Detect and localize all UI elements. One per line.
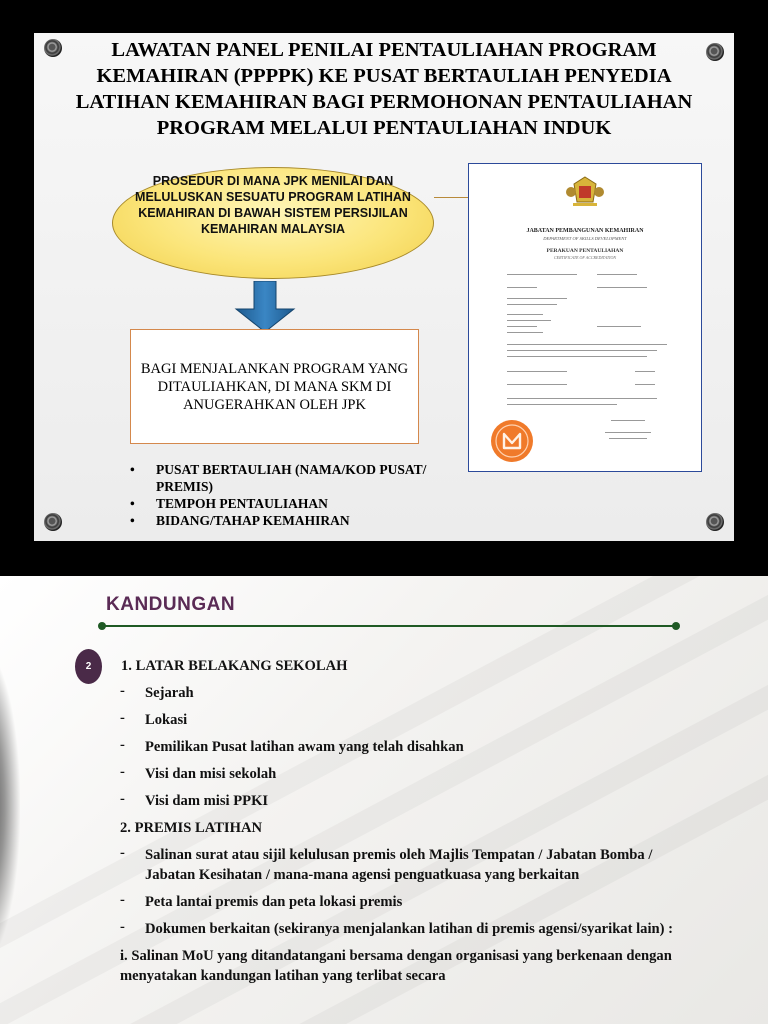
procedure-ellipse-text: PROSEDUR DI MANA JPK MENILAI DAN MELULUSKAN SESUATU PROGRAM LATIHAN KEMAHIRAN DI BAWAH SISTEM PERSIJILAN KEMAHIRAN MALAYSIA (135, 174, 411, 236)
dash-icon: - (120, 737, 125, 753)
bullet-icon: • (130, 496, 135, 511)
list-item: • PUSAT BERTAULIAH (NAMA/KOD PUSAT/ PREMIS) (130, 462, 427, 494)
text-line (507, 344, 667, 345)
text-line (507, 398, 657, 399)
text-line (635, 371, 655, 372)
certificate-heading: JABATAN PEMBANGUNAN KEMAHIRAN (526, 228, 644, 234)
screw-icon (706, 513, 724, 531)
dash-icon: - (120, 845, 125, 861)
text-line (507, 356, 647, 357)
certificate-title: PERAKUAN PENTAULIAHAN (546, 248, 624, 254)
text-line (507, 287, 537, 288)
program-box-text: BAGI MENJALANKAN PROGRAM YANG DITAULIAHKAN, DI MANA SKM DI ANUGERAHKAN OLEH JPK (140, 360, 409, 413)
text-line (597, 274, 637, 275)
dash-icon: - (120, 892, 125, 908)
list-item: - Peta lantai premis dan peta lokasi premis (120, 892, 403, 910)
text-line (507, 404, 617, 405)
text-line (507, 320, 551, 321)
crest-icon (565, 174, 605, 208)
section-heading: 2. PREMIS LATIHAN (120, 820, 263, 836)
text-line (597, 287, 647, 288)
slide-2-title: KANDUNGAN (106, 594, 236, 615)
list-item: - Visi dan misi sekolah (120, 764, 277, 782)
list-item: - Visi dam misi PPKI (120, 791, 269, 809)
list-item: - Pemilikan Pusat latihan awam yang telah disahkan (120, 737, 464, 755)
text-line (507, 384, 567, 385)
text-line (605, 432, 651, 433)
text-line (507, 274, 577, 275)
certificate-subheading: DEPARTMENT OF SKILLS DEVELOPMENT (543, 236, 627, 241)
certificate-subtitle: CERTIFICATE OF ACCREDITATION (554, 255, 616, 260)
dash-icon: - (120, 710, 125, 726)
dash-icon: - (120, 683, 125, 699)
bullet-icon: • (130, 513, 135, 528)
contents-list (118, 656, 688, 986)
paragraph: i. Salinan MoU yang ditandatangani bersama dengan organisasi yang berkenaan dengan menyatakan kandungan latihan yang terlibat secara (120, 948, 672, 984)
list-item: - Salinan surat atau sijil kelulusan premis oleh Majlis Tempatan / Jabatan Bomba / Jabatan Kesihatan / mana-mana agensi penguatkuasa yang berkaitan (120, 845, 653, 883)
list-item: - Sejarah (120, 683, 194, 701)
slide-2 (0, 576, 768, 1024)
accreditation-seal-icon (489, 418, 535, 464)
text-line (635, 384, 655, 385)
bullet-icon: • (130, 462, 135, 477)
slide-1 (34, 33, 734, 541)
screw-icon (44, 513, 62, 531)
text-line (507, 350, 657, 351)
text-line (507, 371, 567, 372)
list-item: • BIDANG/TAHAP KEMAHIRAN (130, 513, 350, 528)
slide-1-title: LAWATAN PANEL PENILAI PENTAULIAHAN PROGRAM KEMAHIRAN (PPPPK) KE PUSAT BERTAULIAH PENYEDIA LATIHAN KEMAHIRAN BAGI PERMOHONAN PENTAULIAHAN PROGRAM MELALUI PENTAULIAHAN INDUK (75, 39, 693, 139)
down-arrow-icon (232, 281, 298, 333)
certificate-image (468, 163, 702, 472)
dash-icon: - (120, 919, 125, 935)
text-line (507, 332, 543, 333)
title-rule (102, 625, 676, 627)
screw-icon (706, 43, 724, 61)
dash-icon: - (120, 764, 125, 780)
text-line (609, 438, 647, 439)
text-line (507, 326, 537, 327)
list-item: • TEMPOH PENTAULIAHAN (130, 496, 328, 511)
dash-icon: - (120, 791, 125, 807)
list-item: - Dokumen berkaitan (sekiranya menjalankan latihan di premis agensi/syarikat lain) : (120, 919, 674, 937)
text-line (611, 420, 645, 421)
rule-dot (672, 622, 680, 630)
text-line (507, 298, 567, 299)
program-box (130, 329, 419, 444)
criteria-list (126, 461, 466, 529)
text-line (507, 314, 543, 315)
text-line (507, 304, 557, 305)
text-line (597, 326, 641, 327)
list-item: - Lokasi (120, 710, 188, 728)
screw-icon (44, 39, 62, 57)
page-number-badge: 2 (75, 649, 102, 684)
shadow-decoration (0, 646, 20, 966)
section-heading: 1. LATAR BELAKANG SEKOLAH (121, 658, 348, 674)
rule-dot (98, 622, 106, 630)
